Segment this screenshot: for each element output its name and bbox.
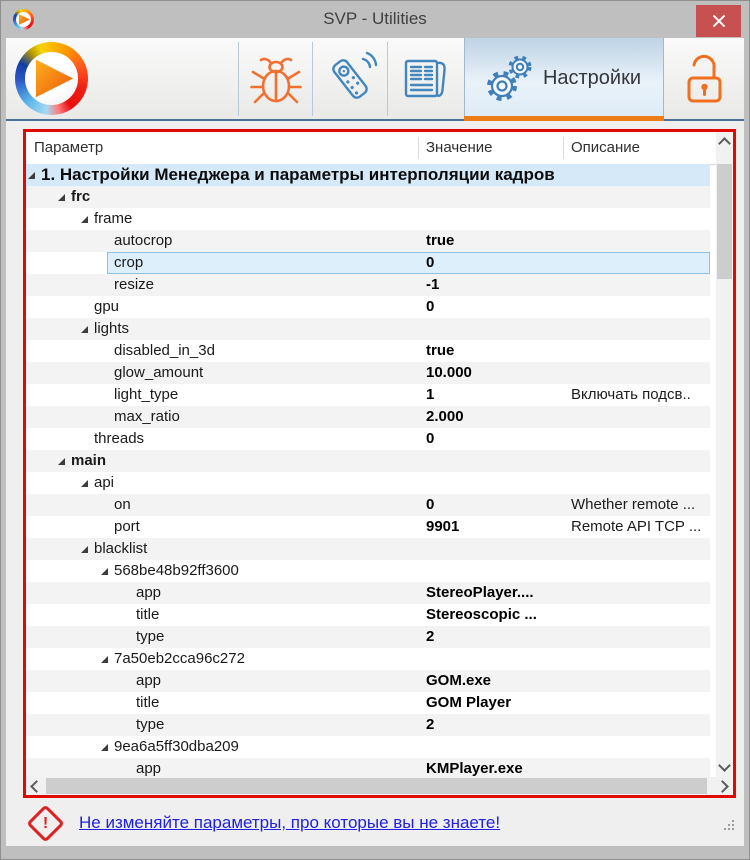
tree-row[interactable] <box>26 230 710 252</box>
column-separator <box>418 137 419 159</box>
tree-row[interactable] <box>26 362 710 384</box>
scroll-left-icon[interactable] <box>30 780 43 793</box>
param-name: disabled_in_3d <box>114 342 215 359</box>
param-name: crop <box>114 254 144 271</box>
tree-row[interactable] <box>26 186 710 208</box>
param-description: Включать подсв.. <box>571 386 691 403</box>
param-name: title <box>136 694 160 711</box>
expander-icon[interactable] <box>28 172 35 179</box>
content-area <box>6 121 744 846</box>
warning-icon <box>26 804 64 842</box>
param-value: Stereoscopic ... <box>426 606 537 623</box>
svp-logo-icon <box>15 42 88 115</box>
tab-settings[interactable] <box>464 38 664 119</box>
table-header <box>26 132 733 165</box>
param-value: 0 <box>426 298 435 315</box>
column-header-desc[interactable]: Описание <box>571 139 641 156</box>
tree-row[interactable] <box>26 714 710 736</box>
param-name: type <box>136 628 165 645</box>
param-value: true <box>426 342 455 359</box>
param-name: glow_amount <box>114 364 204 381</box>
param-name: 1. Настройки Менеджера и параметры интерполяции кадров <box>41 165 555 184</box>
param-name: light_type <box>114 386 179 403</box>
param-value: 0 <box>426 430 435 447</box>
tree-row[interactable] <box>26 296 710 318</box>
param-name: threads <box>94 430 145 447</box>
param-name: port <box>114 518 140 535</box>
tree-row[interactable] <box>26 604 710 626</box>
toolbar <box>6 38 744 121</box>
gears-icon <box>487 55 535 103</box>
param-value: KMPlayer.exe <box>426 760 523 777</box>
lock-button[interactable] <box>666 38 744 119</box>
tree-rows <box>26 164 710 777</box>
tree-row[interactable] <box>26 626 710 648</box>
scroll-down-icon[interactable] <box>718 759 731 772</box>
news-icon <box>396 50 454 108</box>
horizontal-scrollbar[interactable] <box>26 777 733 795</box>
tree-row[interactable] <box>26 208 710 230</box>
window-frame <box>1 38 749 859</box>
expander-icon[interactable] <box>101 568 108 575</box>
selected-row-highlight <box>107 252 710 274</box>
param-value: StereoPlayer.... <box>426 584 534 601</box>
tree-row[interactable] <box>26 428 710 450</box>
param-name: max_ratio <box>114 408 180 425</box>
param-name: gpu <box>94 298 120 315</box>
footer-warning <box>28 805 500 841</box>
param-name: api <box>94 474 115 491</box>
param-value: 9901 <box>426 518 460 535</box>
column-header-value[interactable]: Значение <box>426 139 493 156</box>
horizontal-scrollbar-thumb[interactable] <box>46 778 707 794</box>
param-value: 2 <box>426 628 435 645</box>
param-name: title <box>136 606 160 623</box>
param-value: 0 <box>426 254 435 271</box>
column-header-param[interactable]: Параметр <box>34 139 104 156</box>
column-separator <box>563 137 564 159</box>
param-name: main <box>71 452 107 469</box>
param-value: -1 <box>426 276 440 293</box>
tree-row[interactable] <box>26 274 710 296</box>
warning-link[interactable]: Не изменяйте параметры, про которые вы не знаете! <box>79 813 501 832</box>
tab-settings-label: Настройки <box>542 67 642 89</box>
tree-row[interactable] <box>26 450 710 472</box>
resize-grip[interactable] <box>724 820 736 832</box>
remote-icon <box>321 50 379 108</box>
close-button[interactable] <box>696 5 741 37</box>
tree-row[interactable] <box>26 340 710 362</box>
tree-row[interactable] <box>26 736 710 758</box>
param-value: 10.000 <box>426 364 472 381</box>
tree-row[interactable] <box>26 758 710 777</box>
param-name: frame <box>94 210 133 227</box>
scroll-up-icon[interactable] <box>718 137 731 150</box>
tree-row[interactable] <box>26 494 710 516</box>
expander-icon[interactable] <box>101 744 108 751</box>
toolbar-separator <box>312 42 313 116</box>
close-icon <box>712 14 726 28</box>
tree-row[interactable] <box>26 384 710 406</box>
vertical-scrollbar-thumb[interactable] <box>717 164 732 279</box>
param-name: lights <box>94 320 130 337</box>
param-name: 7a50eb2cca96c272 <box>114 650 245 667</box>
param-value: 2 <box>426 716 435 733</box>
tree-row[interactable] <box>26 318 710 340</box>
param-description: Remote API TCP ... <box>571 518 702 535</box>
scroll-right-icon[interactable] <box>716 780 729 793</box>
param-name: frc <box>71 188 91 205</box>
tree-row[interactable] <box>26 472 710 494</box>
window-title: SVP - Utilities <box>323 9 427 28</box>
tree-row[interactable] <box>26 582 710 604</box>
expander-icon[interactable] <box>81 546 88 553</box>
expander-icon[interactable] <box>58 458 65 465</box>
news-button[interactable] <box>389 38 460 119</box>
tree-section-row[interactable] <box>26 164 710 186</box>
param-name: on <box>114 496 131 513</box>
settings-tree-panel <box>23 129 736 798</box>
tree-row[interactable] <box>26 560 710 582</box>
tree-row[interactable] <box>26 538 710 560</box>
param-value: true <box>426 232 455 249</box>
param-name: type <box>136 716 165 733</box>
expander-icon[interactable] <box>81 326 88 333</box>
tree-row[interactable] <box>26 516 710 538</box>
expander-icon[interactable] <box>101 656 108 663</box>
tree-row[interactable] <box>26 648 710 670</box>
param-value: 2.000 <box>426 408 464 425</box>
bug-report-button[interactable] <box>240 38 311 119</box>
param-value: 0 <box>426 496 435 513</box>
toolbar-separator <box>238 42 239 116</box>
expander-icon[interactable] <box>58 194 65 201</box>
tree-row[interactable] <box>26 252 710 274</box>
param-name: app <box>136 584 162 601</box>
param-name: 9ea6a5ff30dba209 <box>114 738 239 755</box>
param-name: autocrop <box>114 232 173 249</box>
warning-glyph: ! <box>42 814 49 832</box>
param-name: blacklist <box>94 540 148 557</box>
toolbar-separator <box>387 42 388 116</box>
title-bar[interactable] <box>1 1 749 38</box>
bug-icon <box>248 51 304 107</box>
param-name: app <box>136 672 162 689</box>
lock-icon <box>682 52 728 106</box>
param-value: GOM.exe <box>426 672 492 689</box>
param-value: 1 <box>426 386 435 403</box>
param-name: resize <box>114 276 155 293</box>
expander-icon[interactable] <box>81 480 88 487</box>
param-value: GOM Player <box>426 694 512 711</box>
vertical-scrollbar[interactable] <box>716 132 733 777</box>
param-name: app <box>136 760 162 777</box>
remote-control-button[interactable] <box>314 38 385 119</box>
expander-icon[interactable] <box>81 216 88 223</box>
param-name: 568be48b92ff3600 <box>114 562 239 579</box>
tree-row[interactable] <box>26 692 710 714</box>
param-description: Whether remote ... <box>571 496 696 513</box>
tree-row[interactable] <box>26 406 710 428</box>
tree-row[interactable] <box>26 670 710 692</box>
